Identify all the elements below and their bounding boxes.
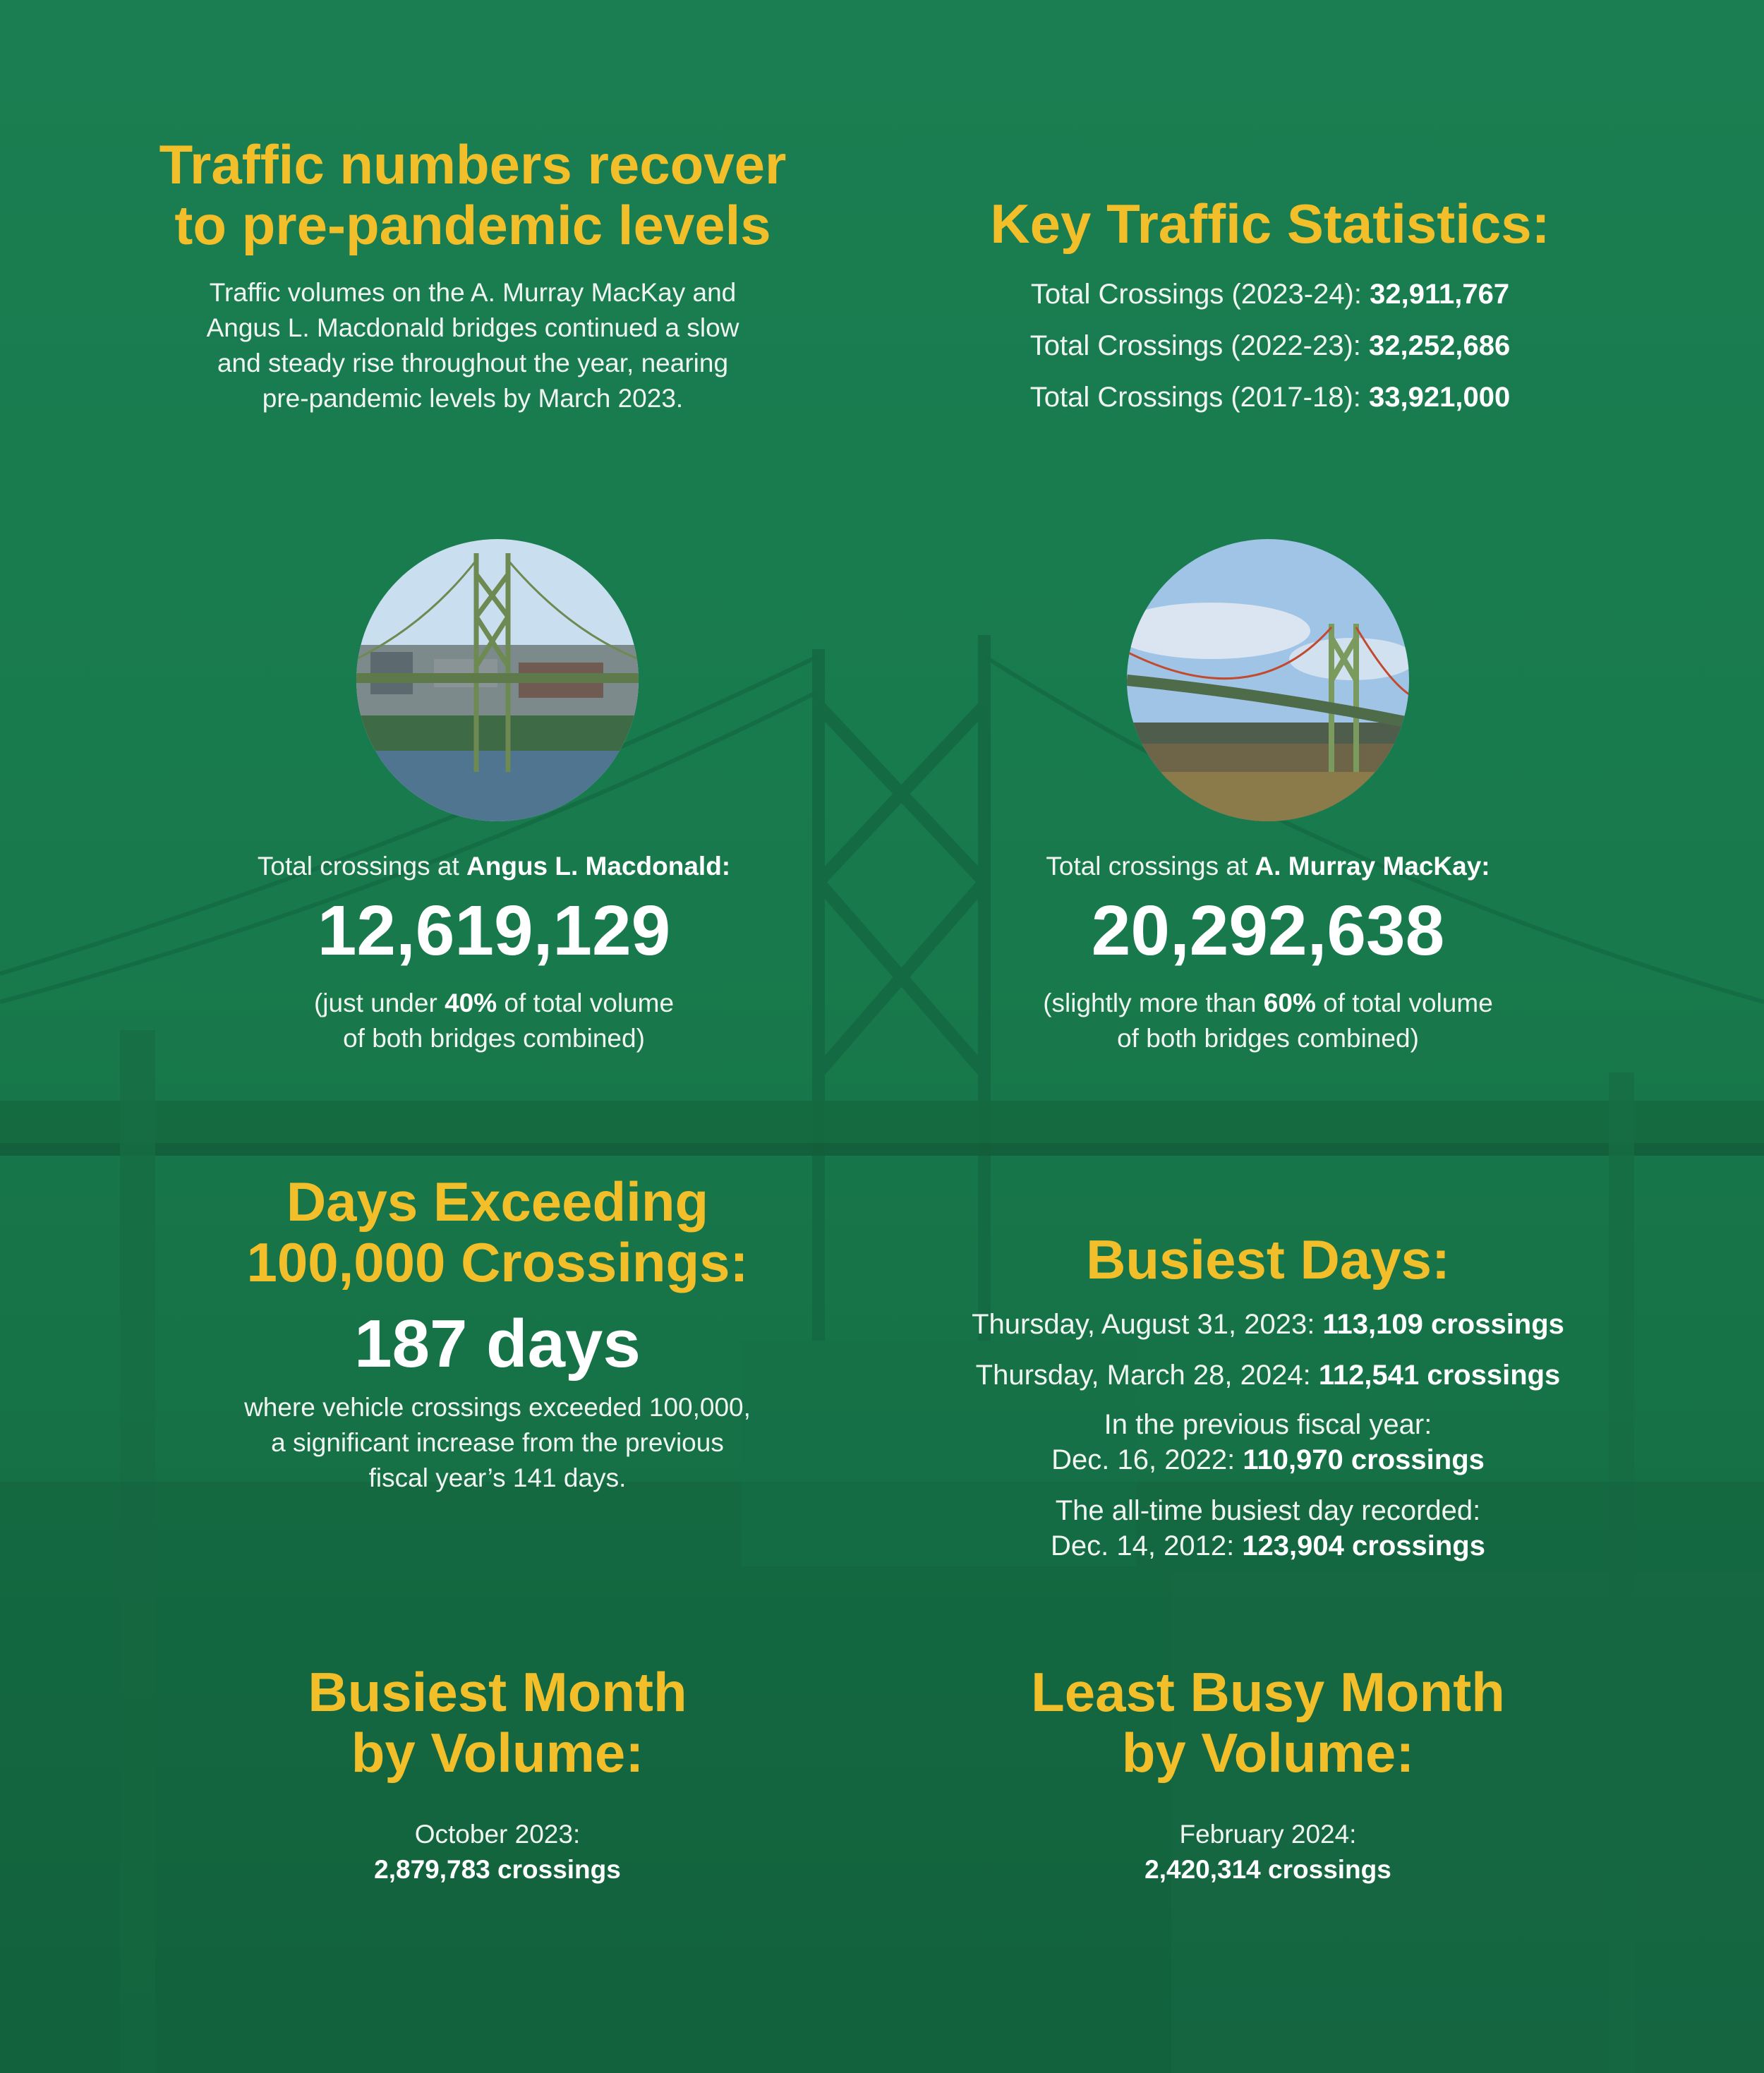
key-stats-heading: Key Traffic Statistics: xyxy=(990,193,1550,255)
days-exceeding-value: 187 days xyxy=(354,1306,641,1382)
busiest-days-section: Busiest Days: Thursday, August 31, 2023: 113,109 crossings Thursday, March 28, 2024: 112,541 crossings In the previous fiscal year: Dec. 16, 2022: 110,970 crossings The all-time busiest day recorded: Dec. 14, 2012: 123,904 crossings xyxy=(915,1228,1621,1564)
macdonald-total: 12,619,129 xyxy=(317,891,671,970)
macdonald-section xyxy=(141,849,847,1056)
all-time-row: Dec. 14, 2012: 123,904 crossings xyxy=(1051,1530,1485,1561)
least-busy-month-section xyxy=(915,1662,1621,1887)
macdonald-label: Total crossings at Angus L. Macdonald: xyxy=(257,852,731,881)
busiest-month-value: 2,879,783 crossings xyxy=(374,1855,621,1884)
busiest-day-row: Thursday, August 31, 2023: 113,109 crossings xyxy=(972,1309,1564,1340)
stat-row: Total Crossings (2017-18): 33,921,000 xyxy=(1029,382,1511,413)
macdonald-note: (just under 40% of total volume xyxy=(313,989,675,1017)
intro-heading: Traffic numbers recover to pre-pandemic levels xyxy=(159,133,787,256)
macdonald-bridge-photo xyxy=(356,539,639,821)
least-busy-month-name: February 2024: xyxy=(1179,1820,1357,1849)
mackay-note-line2: of both bridges combined) xyxy=(1117,1024,1419,1053)
macdonald-note-line2: of both bridges combined) xyxy=(343,1024,645,1053)
days-exceeding-section: Days Exceeding 100,000 Crossings: 187 days where vehicle crossings exceeded 100,000, a significant increase from the previous fiscal year’s 141 days. xyxy=(141,1171,854,1496)
previous-year-row: Dec. 16, 2022: 110,970 crossings xyxy=(1051,1444,1485,1475)
busiest-month-section xyxy=(141,1662,854,1887)
busiest-days-heading: Busiest Days: xyxy=(1086,1228,1450,1291)
mackay-bridge-photo xyxy=(1127,539,1409,821)
mackay-note: (slightly more than 60% of total volume xyxy=(1043,989,1493,1017)
mackay-total: 20,292,638 xyxy=(1091,891,1445,970)
mackay-section xyxy=(915,849,1621,1056)
busiest-month-name: October 2023: xyxy=(414,1820,581,1849)
key-stats-section xyxy=(917,192,1623,415)
mackay-label: Total crossings at A. Murray MacKay: xyxy=(1046,852,1490,881)
intro-body: Traffic volumes on the A. Murray MacKay and Angus L. Macdonald bridges continued a slow and steady rise throughout the year, nearing pre-pandemic levels by March 2023. xyxy=(206,278,739,413)
busiest-day-row: Thursday, March 28, 2024: 112,541 crossings xyxy=(975,1360,1561,1391)
days-exceeding-heading: Days Exceeding 100,000 Crossings: xyxy=(246,1171,749,1293)
stat-row: Total Crossings (2023-24): 32,911,767 xyxy=(1030,279,1510,310)
stat-row: Total Crossings (2022-23): 32,252,686 xyxy=(1029,330,1511,361)
busiest-month-heading: Busiest Month by Volume: xyxy=(308,1661,687,1784)
intro-section xyxy=(106,134,840,416)
least-busy-month-heading: Least Busy Month by Volume: xyxy=(1031,1661,1505,1784)
least-busy-month-value: 2,420,314 crossings xyxy=(1144,1855,1391,1884)
